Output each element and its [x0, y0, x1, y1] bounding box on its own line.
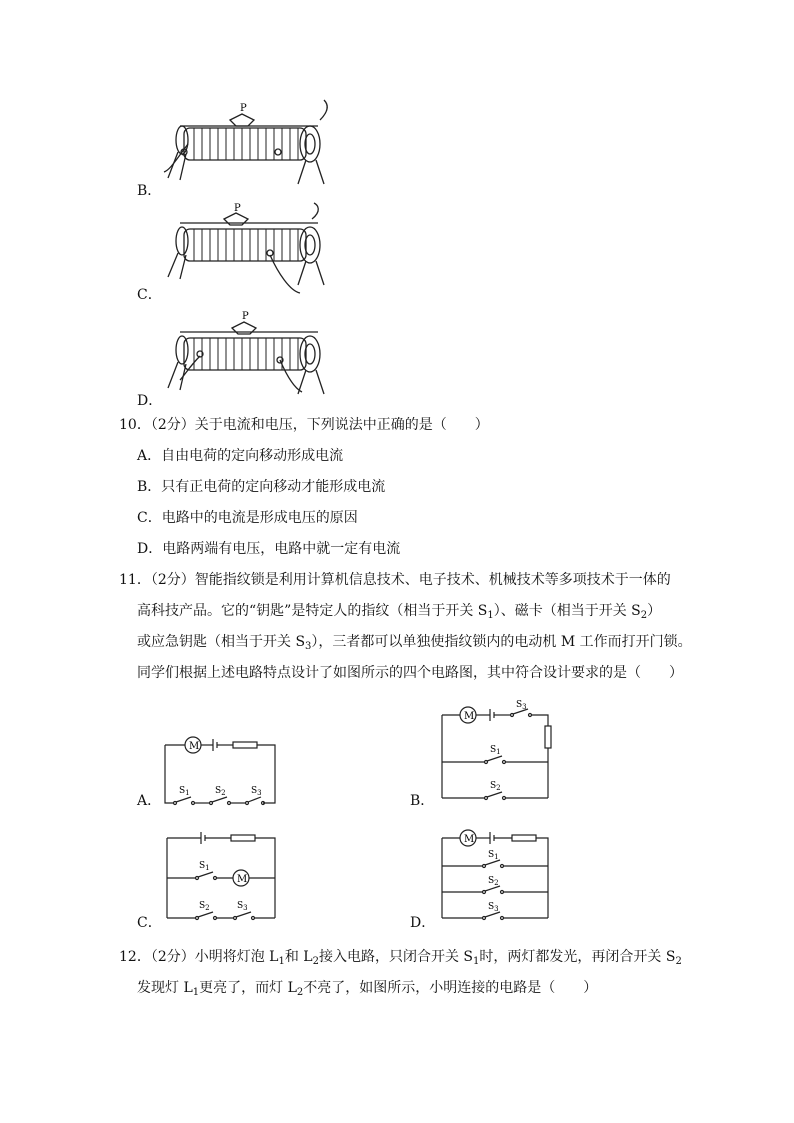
q11-option-a-label: A．	[137, 793, 162, 809]
q11-stem-line3: 或应急钥匙（相当于开关 $S_3$），三者都可以单独使指纹锁内的电动机 M 工作而打开门锁。	[137, 634, 692, 652]
switch-number: 1	[496, 748, 501, 756]
motor-label: M	[464, 834, 475, 845]
switch-number: 3	[522, 703, 527, 711]
q12-stem-line1: 12．（2分）小明将灯泡 $L_1$和 $L_2$接入电路，只闭合开关 $S_1$时，两灯都发光，再闭合开关 $S_2$	[119, 949, 682, 967]
svg-text:S3	[251, 786, 262, 797]
svg-text:S1	[490, 745, 501, 756]
switch-number: 2	[205, 904, 210, 912]
q10-option-a: A．自由电荷的定向移动形成电流	[137, 448, 344, 464]
switch-label: S	[199, 901, 206, 911]
q11-stem-line1: 11．（2分）智能指纹锁是利用计算机信息技术、电子技术、机械技术等多项技术于一体的	[119, 572, 671, 588]
switch-number: 2	[494, 879, 499, 887]
circuit-diagram-a	[163, 735, 283, 805]
svg-text:S2	[488, 876, 499, 887]
rheostat-figure-b	[160, 100, 340, 190]
svg-text:S3	[516, 700, 527, 711]
q10-option-b: B．只有正电荷的定向移动才能形成电流	[137, 479, 386, 495]
switch-number: 2	[496, 784, 501, 792]
switch-label: S	[490, 745, 497, 755]
switch-label: S	[488, 902, 495, 912]
circuit-diagram-c	[165, 830, 285, 920]
switch-label: S	[488, 850, 495, 860]
svg-text:S3	[237, 901, 248, 912]
option-c-label: C．	[137, 287, 162, 303]
circuit-diagram-b	[440, 702, 560, 802]
switch-number: 1	[494, 853, 499, 861]
q11-option-b-label: B．	[410, 793, 435, 809]
switch-label: S	[237, 901, 244, 911]
option-b-label: B．	[137, 183, 162, 199]
q11-option-d-label: D．	[410, 915, 436, 931]
switch-label: S	[516, 700, 523, 710]
q10-stem: 10．（2分）关于电流和电压，下列说法中正确的是（ ）	[119, 417, 489, 433]
svg-text:S2	[490, 781, 501, 792]
svg-text:S2	[215, 786, 226, 797]
switch-label: S	[215, 786, 222, 796]
slider-label: P	[234, 203, 241, 214]
rheostat-figure-d	[160, 310, 340, 400]
motor-label: M	[464, 711, 475, 722]
svg-text:S3	[488, 902, 499, 913]
svg-text:S1	[179, 786, 190, 797]
switch-label: S	[490, 781, 497, 791]
switch-number: 1	[185, 789, 190, 797]
switch-label: S	[488, 876, 495, 886]
q10-option-c: C．电路中的电流是形成电压的原因	[137, 510, 358, 526]
svg-text:S1	[199, 861, 210, 872]
switch-label: S	[199, 861, 206, 871]
slider-label: P	[240, 103, 247, 114]
switch-number: 2	[221, 789, 226, 797]
svg-text:S1	[488, 850, 499, 861]
switch-number: 1	[205, 864, 210, 872]
switch-label: S	[179, 786, 186, 796]
option-d-label: D．	[137, 393, 163, 409]
switch-label: S	[251, 786, 258, 796]
rheostat-figure-c	[160, 205, 340, 295]
slider-label: P	[242, 311, 249, 322]
motor-label: M	[189, 741, 200, 752]
q11-stem-line4: 同学们根据上述电路特点设计了如图所示的四个电路图，其中符合设计要求的是（ ）	[137, 665, 683, 681]
svg-text:S2	[199, 901, 210, 912]
motor-label: M	[237, 874, 248, 885]
q11-stem-line2: 高科技产品。它的“钥匙”是特定人的指纹（相当于开关 $S_1$）、磁卡（相当于开关 $S_2$）	[137, 603, 662, 621]
circuit-diagram-d	[440, 826, 560, 921]
switch-number: 3	[257, 789, 262, 797]
q10-option-d: D．电路两端有电压，电路中就一定有电流	[137, 541, 401, 557]
switch-number: 3	[243, 904, 248, 912]
q12-stem-line2: 发现灯 $L_1$更亮了，而灯 $L_2$不亮了，如图所示，小明连接的电路是（ ）	[137, 980, 598, 998]
switch-number: 3	[494, 905, 499, 913]
q11-option-c-label: C．	[137, 915, 162, 931]
